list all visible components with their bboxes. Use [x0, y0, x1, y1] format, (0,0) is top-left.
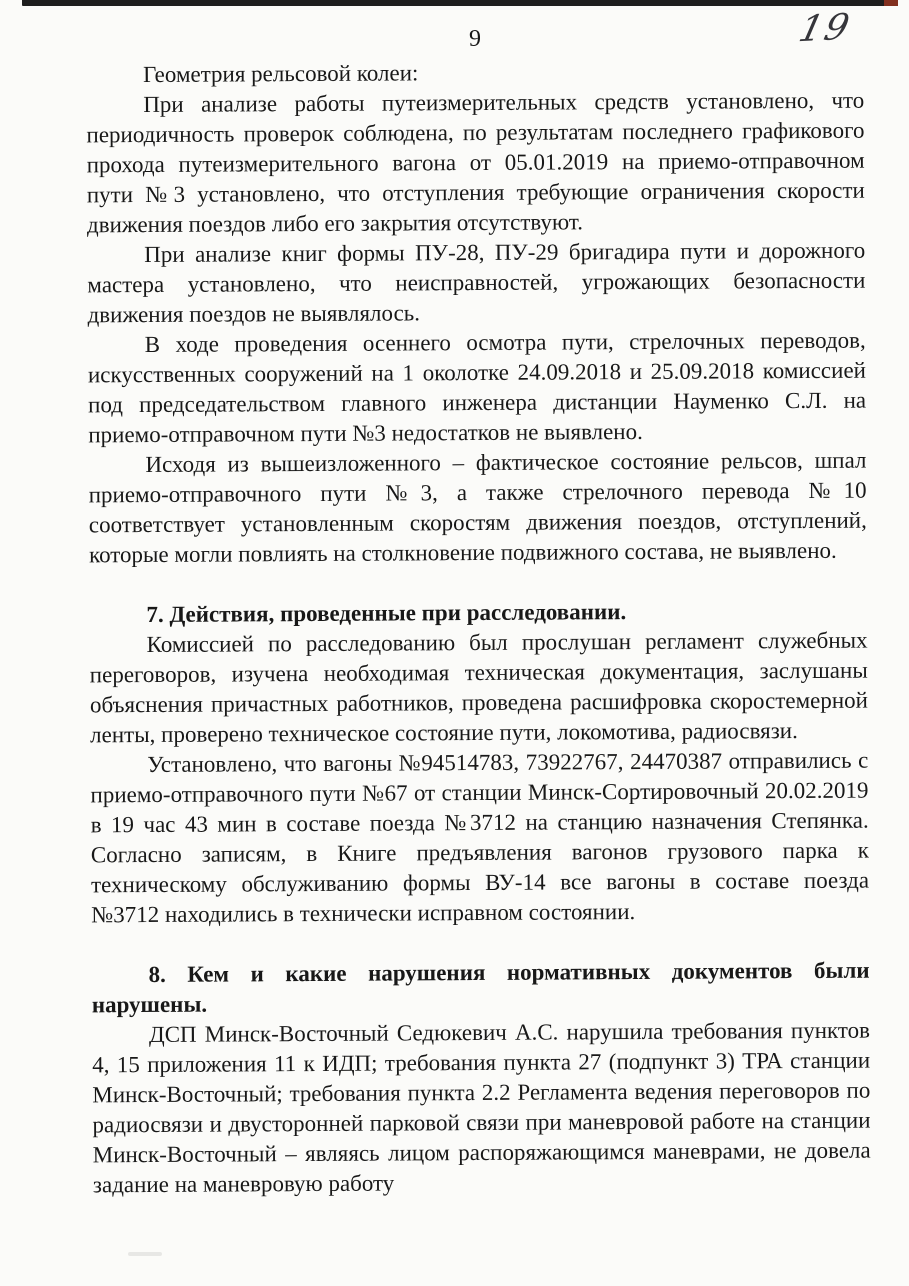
scan-edge-artifact: [22, 0, 895, 6]
paragraph: Комиссией по расследованию был прослушан регламент служебных переговоров, изучена необходимая техническая документация, заслушаны объяснения причастных работников, проведена расшифровка скоростемерной ленты, проверено техническое состояние пути, локомотива, радиосвязи.: [89, 627, 869, 748]
paragraph: При анализе книг формы ПУ-28, ПУ-29 бригадира пути и дорожного мастера установлено, что неисправностей, угрожающих безопасности движения поездов не выявлялось.: [87, 237, 866, 328]
paragraph: Геометрия рельсовой колеи:: [143, 60, 419, 88]
section-heading: 7. Действия, проведенные при расследовании.: [146, 599, 627, 628]
handwritten-page-number: 19: [794, 6, 855, 51]
document-body: [86, 56, 871, 1201]
section-heading: 8. Кем и какие нарушения нормативных документов были нарушены.: [91, 957, 870, 1018]
paragraph: ДСП Минск-Восточный Седюкевич А.С. нарушила требования пунктов 4, 15 приложения 11 к ИДП; требования пункта 27 (подпункт 3) ТРА станции Минск-Восточный; требования пункта 2.2 Регламента ведения переговоров по радиосвязи и двусторонней парковой связи при маневровой работе на станции Минск-Восточный – являясь лицом распоряжающимся маневрами, не довела задание на маневровую работу: [92, 1017, 871, 1198]
paragraph: Исходя из вышеизложенного – фактическое состояние рельсов, шпал приемо-отправочного пути №3, а также стрелочного перевода №10 соответствует установленным скоростям движения поездов, отступлений, которые могли повлиять на столкновение подвижного состава, не выявлено.: [88, 447, 867, 568]
scan-smudge-artifact: [128, 1252, 162, 1256]
scan-edge-artifact-red-tip: [884, 0, 898, 6]
printed-page-number: 9: [469, 26, 481, 52]
paragraph: Установлено, что вагоны №94514783, 73922767, 24470387 отправились с приемо-отправочного пути №67 от станции Минск-Сортировочный 20.02.2019 в 19 час 43 мин в составе поезда №3712 на станцию назначения Степянка. Согласно записям, в Книге предъявления вагонов грузового парка к техническому обслуживанию формы ВУ-14 все вагоны в составе поезда №3712 находились в технически исправном состоянии.: [90, 747, 870, 928]
paragraph: В ходе проведения осеннего осмотра пути, стрелочных переводов, искусственных сооружений на 1 околотке 24.09.2018 и 25.09.2018 комиссией под председательством главного инженера дистанции Науменко С.Л. на приемо-отправочном пути №3 недостатков не выявлено.: [87, 327, 867, 448]
paragraph: При анализе работы путеизмерительных средств установлено, что периодичность проверок соблюдена, по результатам последнего графикового прохода путеизмерительного вагона от 05.01.2019 на приемо-отправочном пути №3 установлено, что отступления требующие ограничения скорости движения поездов либо его закрытия отсутствуют.: [86, 87, 865, 238]
